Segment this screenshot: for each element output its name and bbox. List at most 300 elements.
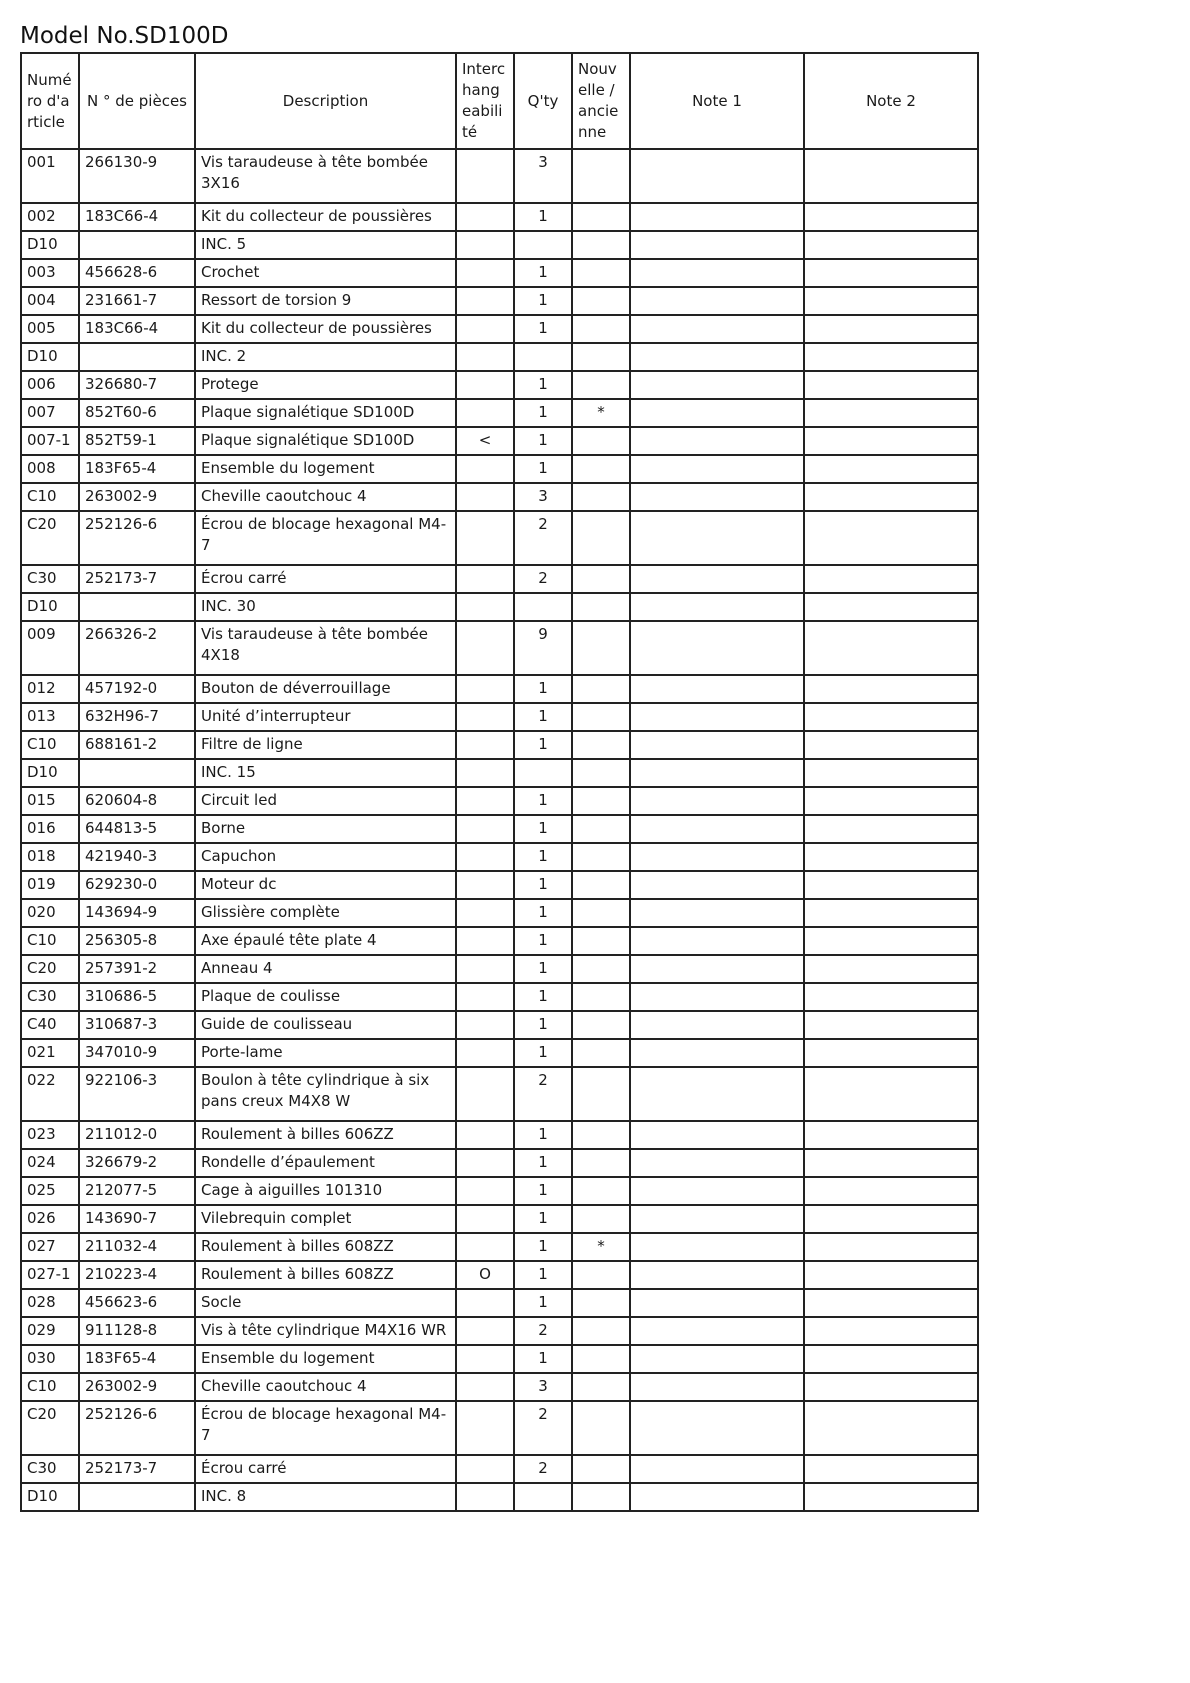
cell-part-no: 183C66-4 [79,315,195,343]
cell-note2 [804,203,978,231]
cell-note1 [630,1121,804,1149]
cell-item-no: 027-1 [21,1261,79,1289]
cell-new-old [572,1401,630,1455]
cell-interchangeability [456,203,514,231]
header-note2: Note 2 [804,53,978,149]
cell-note2 [804,871,978,899]
cell-note1 [630,1317,804,1345]
cell-description: Unité d’interrupteur [195,703,456,731]
cell-part-no: 688161-2 [79,731,195,759]
cell-note2 [804,231,978,259]
cell-interchangeability [456,1067,514,1121]
cell-description: Roulement à billes 608ZZ [195,1261,456,1289]
cell-interchangeability [456,1483,514,1511]
cell-qty [514,1483,572,1511]
cell-note1 [630,703,804,731]
cell-part-no: 183F65-4 [79,455,195,483]
cell-part-no [79,593,195,621]
cell-new-old [572,927,630,955]
cell-description: Kit du collecteur de poussières [195,315,456,343]
table-row [21,843,978,871]
cell-description: Vis à tête cylindrique M4X16 WR [195,1317,456,1345]
cell-qty: 1 [514,1011,572,1039]
cell-new-old [572,1121,630,1149]
cell-qty [514,343,572,371]
cell-item-no: D10 [21,1483,79,1511]
cell-note1 [630,427,804,455]
cell-qty: 1 [514,1345,572,1373]
cell-interchangeability [456,455,514,483]
cell-note1 [630,955,804,983]
cell-qty: 1 [514,315,572,343]
cell-description: INC. 30 [195,593,456,621]
cell-item-no: 022 [21,1067,79,1121]
cell-qty: 1 [514,1149,572,1177]
cell-description: Vis taraudeuse à tête bombée 4X18 [195,621,456,675]
cell-note2 [804,815,978,843]
table-row [21,1177,978,1205]
cell-interchangeability [456,759,514,787]
cell-part-no: 457192-0 [79,675,195,703]
table-row [21,203,978,231]
table-row [21,871,978,899]
cell-part-no: 252126-6 [79,1401,195,1455]
cell-interchangeability [456,1401,514,1455]
cell-interchangeability [456,1121,514,1149]
cell-qty: 2 [514,1067,572,1121]
table-row [21,1233,978,1261]
cell-interchangeability: O [456,1261,514,1289]
cell-interchangeability [456,1345,514,1373]
table-row [21,1455,978,1483]
cell-interchangeability [456,287,514,315]
cell-item-no: 002 [21,203,79,231]
cell-description: Glissière complète [195,899,456,927]
cell-qty: 1 [514,1177,572,1205]
cell-note1 [630,455,804,483]
cell-note2 [804,1067,978,1121]
cell-interchangeability [456,871,514,899]
table-row [21,927,978,955]
cell-note2 [804,399,978,427]
cell-item-no: 012 [21,675,79,703]
cell-qty: 1 [514,815,572,843]
cell-note1 [630,1261,804,1289]
cell-new-old [572,1345,630,1373]
table-row [21,483,978,511]
cell-note1 [630,983,804,1011]
cell-description: Roulement à billes 608ZZ [195,1233,456,1261]
table-row [21,1067,978,1121]
table-row [21,1261,978,1289]
cell-new-old [572,955,630,983]
cell-note2 [804,1205,978,1233]
cell-description: INC. 15 [195,759,456,787]
cell-part-no: 252173-7 [79,1455,195,1483]
cell-qty: 9 [514,621,572,675]
cell-new-old [572,343,630,371]
cell-qty: 1 [514,871,572,899]
table-row [21,1373,978,1401]
cell-part-no: 263002-9 [79,1373,195,1401]
cell-part-no: 257391-2 [79,955,195,983]
cell-interchangeability [456,371,514,399]
cell-description: Socle [195,1289,456,1317]
cell-part-no: 256305-8 [79,927,195,955]
cell-qty: 1 [514,1261,572,1289]
cell-item-no: C10 [21,731,79,759]
cell-new-old [572,621,630,675]
cell-note2 [804,315,978,343]
header-description: Description [195,53,456,149]
cell-interchangeability [456,483,514,511]
table-row [21,983,978,1011]
cell-new-old [572,259,630,287]
cell-note1 [630,899,804,927]
cell-note1 [630,1455,804,1483]
table-row [21,1483,978,1511]
cell-note2 [804,983,978,1011]
cell-item-no: 015 [21,787,79,815]
cell-part-no: 620604-8 [79,787,195,815]
cell-description: Vilebrequin complet [195,1205,456,1233]
cell-qty: 1 [514,927,572,955]
table-row [21,455,978,483]
cell-note2 [804,899,978,927]
cell-note2 [804,955,978,983]
cell-part-no: 212077-5 [79,1177,195,1205]
cell-part-no: 183C66-4 [79,203,195,231]
cell-interchangeability [456,1455,514,1483]
cell-note2 [804,593,978,621]
table-row [21,343,978,371]
cell-new-old [572,455,630,483]
cell-new-old [572,287,630,315]
cell-interchangeability [456,593,514,621]
cell-note2 [804,759,978,787]
cell-part-no: 183F65-4 [79,1345,195,1373]
cell-interchangeability [456,1177,514,1205]
cell-note1 [630,1177,804,1205]
cell-item-no: C20 [21,511,79,565]
cell-item-no: D10 [21,343,79,371]
cell-note1 [630,731,804,759]
cell-description: Plaque signalétique SD100D [195,399,456,427]
cell-note1 [630,511,804,565]
cell-note1 [630,231,804,259]
table-row [21,149,978,203]
cell-item-no: 009 [21,621,79,675]
cell-new-old [572,511,630,565]
cell-new-old [572,149,630,203]
cell-description: Boulon à tête cylindrique à six pans creux M4X8 W [195,1067,456,1121]
cell-part-no: 143690-7 [79,1205,195,1233]
cell-interchangeability [456,1011,514,1039]
table-row [21,1401,978,1455]
cell-description: Filtre de ligne [195,731,456,759]
header-part-no: N ° de pièces [79,53,195,149]
cell-qty: 1 [514,287,572,315]
cell-item-no: 016 [21,815,79,843]
header-note1: Note 1 [630,53,804,149]
cell-qty: 1 [514,703,572,731]
cell-qty: 2 [514,1317,572,1345]
cell-interchangeability [456,955,514,983]
cell-note1 [630,871,804,899]
cell-new-old [572,983,630,1011]
cell-qty: 1 [514,1121,572,1149]
cell-description: Plaque signalétique SD100D [195,427,456,455]
cell-description: Roulement à billes 606ZZ [195,1121,456,1149]
cell-item-no: 028 [21,1289,79,1317]
cell-part-no: 266130-9 [79,149,195,203]
table-row [21,703,978,731]
table-row [21,287,978,315]
cell-part-no: 421940-3 [79,843,195,871]
cell-new-old [572,203,630,231]
cell-qty: 3 [514,1373,572,1401]
cell-description: Circuit led [195,787,456,815]
table-row [21,511,978,565]
cell-note2 [804,843,978,871]
cell-description: Protege [195,371,456,399]
cell-part-no: 252126-6 [79,511,195,565]
cell-qty: 1 [514,787,572,815]
cell-qty [514,593,572,621]
cell-item-no: 026 [21,1205,79,1233]
cell-new-old [572,1067,630,1121]
cell-note1 [630,149,804,203]
cell-part-no: 852T59-1 [79,427,195,455]
cell-qty: 1 [514,1289,572,1317]
cell-note2 [804,259,978,287]
cell-new-old [572,483,630,511]
cell-part-no: 210223-4 [79,1261,195,1289]
cell-qty: 2 [514,1455,572,1483]
table-row [21,1205,978,1233]
cell-note2 [804,927,978,955]
table-row [21,815,978,843]
table-row [21,955,978,983]
cell-qty: 3 [514,149,572,203]
cell-item-no: 023 [21,1121,79,1149]
cell-description: Capuchon [195,843,456,871]
header-item-no: Numéro d'article [21,53,79,149]
cell-note2 [804,1011,978,1039]
cell-item-no: D10 [21,759,79,787]
cell-note1 [630,1345,804,1373]
cell-note1 [630,1483,804,1511]
cell-part-no: 326680-7 [79,371,195,399]
cell-new-old [572,1261,630,1289]
cell-new-old [572,1177,630,1205]
cell-description: Écrou de blocage hexagonal M4-7 [195,1401,456,1455]
cell-description: Écrou de blocage hexagonal M4-7 [195,511,456,565]
cell-description: Axe épaulé tête plate 4 [195,927,456,955]
cell-item-no: 007 [21,399,79,427]
header-interchangeability: Interchangeabilité [456,53,514,149]
cell-note1 [630,343,804,371]
cell-qty: 1 [514,983,572,1011]
cell-interchangeability [456,1233,514,1261]
cell-new-old [572,315,630,343]
cell-part-no: 211012-0 [79,1121,195,1149]
cell-item-no: C20 [21,1401,79,1455]
cell-note2 [804,703,978,731]
cell-part-no: 231661-7 [79,287,195,315]
cell-description: Ensemble du logement [195,1345,456,1373]
cell-new-old [572,899,630,927]
cell-item-no: C30 [21,1455,79,1483]
cell-part-no: 911128-8 [79,1317,195,1345]
cell-new-old [572,565,630,593]
cell-new-old [572,1205,630,1233]
cell-part-no: 310687-3 [79,1011,195,1039]
cell-new-old [572,1039,630,1067]
page-title: Model No.SD100D [20,23,229,49]
cell-note2 [804,1149,978,1177]
cell-qty: 1 [514,399,572,427]
cell-new-old [572,871,630,899]
cell-item-no: C10 [21,483,79,511]
cell-interchangeability [456,1039,514,1067]
cell-description: Guide de coulisseau [195,1011,456,1039]
cell-part-no: 632H96-7 [79,703,195,731]
cell-part-no: 211032-4 [79,1233,195,1261]
parts-table-body [21,149,978,1511]
cell-note1 [630,787,804,815]
cell-item-no: 005 [21,315,79,343]
cell-new-old [572,1317,630,1345]
cell-part-no: 644813-5 [79,815,195,843]
cell-new-old [572,1149,630,1177]
header-qty: Q'ty [514,53,572,149]
cell-description: Ensemble du logement [195,455,456,483]
cell-note2 [804,1121,978,1149]
table-row [21,787,978,815]
table-row [21,1121,978,1149]
table-row [21,399,978,427]
cell-description: Kit du collecteur de poussières [195,203,456,231]
cell-interchangeability [456,899,514,927]
cell-note1 [630,371,804,399]
cell-description: INC. 5 [195,231,456,259]
cell-note1 [630,399,804,427]
cell-qty: 1 [514,955,572,983]
cell-note1 [630,1039,804,1067]
cell-part-no: 629230-0 [79,871,195,899]
table-row [21,675,978,703]
cell-description: Plaque de coulisse [195,983,456,1011]
cell-note1 [630,1401,804,1455]
cell-qty [514,231,572,259]
cell-description: Borne [195,815,456,843]
cell-item-no: 006 [21,371,79,399]
cell-description: Ressort de torsion 9 [195,287,456,315]
cell-item-no: 004 [21,287,79,315]
cell-interchangeability [456,731,514,759]
cell-description: Cheville caoutchouc 4 [195,483,456,511]
cell-note1 [630,593,804,621]
cell-note1 [630,565,804,593]
cell-interchangeability [456,231,514,259]
cell-note1 [630,1373,804,1401]
cell-note2 [804,675,978,703]
cell-note2 [804,1401,978,1455]
table-row [21,621,978,675]
table-row [21,565,978,593]
cell-interchangeability [456,983,514,1011]
cell-interchangeability [456,399,514,427]
cell-description: INC. 2 [195,343,456,371]
cell-interchangeability [456,315,514,343]
cell-interchangeability [456,621,514,675]
cell-note1 [630,1289,804,1317]
cell-note2 [804,1455,978,1483]
cell-interchangeability [456,343,514,371]
cell-part-no: 263002-9 [79,483,195,511]
cell-item-no: C40 [21,1011,79,1039]
cell-note2 [804,1483,978,1511]
cell-note2 [804,565,978,593]
cell-new-old [572,371,630,399]
cell-part-no [79,231,195,259]
cell-note1 [630,287,804,315]
cell-note1 [630,1233,804,1261]
cell-note2 [804,1345,978,1373]
cell-item-no: C10 [21,927,79,955]
cell-note2 [804,287,978,315]
cell-interchangeability [456,259,514,287]
cell-item-no: C30 [21,983,79,1011]
cell-item-no: 018 [21,843,79,871]
cell-new-old [572,787,630,815]
cell-qty: 2 [514,1401,572,1455]
cell-description: Bouton de déverrouillage [195,675,456,703]
table-row [21,1039,978,1067]
cell-item-no: 013 [21,703,79,731]
cell-description: INC. 8 [195,1483,456,1511]
cell-note2 [804,371,978,399]
cell-description: Écrou carré [195,1455,456,1483]
cell-note1 [630,621,804,675]
cell-note2 [804,621,978,675]
cell-interchangeability [456,787,514,815]
cell-new-old: * [572,1233,630,1261]
cell-interchangeability [456,511,514,565]
cell-note1 [630,1011,804,1039]
table-row [21,1345,978,1373]
cell-part-no [79,759,195,787]
table-row [21,759,978,787]
cell-description: Rondelle d’épaulement [195,1149,456,1177]
cell-qty: 1 [514,731,572,759]
cell-description: Crochet [195,259,456,287]
cell-part-no: 326679-2 [79,1149,195,1177]
cell-item-no: 019 [21,871,79,899]
cell-item-no: C20 [21,955,79,983]
cell-note2 [804,1233,978,1261]
cell-part-no [79,1483,195,1511]
cell-new-old [572,1373,630,1401]
table-row [21,1149,978,1177]
table-row [21,1011,978,1039]
cell-note1 [630,259,804,287]
cell-interchangeability: < [456,427,514,455]
cell-part-no: 143694-9 [79,899,195,927]
cell-qty: 1 [514,843,572,871]
cell-note2 [804,1177,978,1205]
